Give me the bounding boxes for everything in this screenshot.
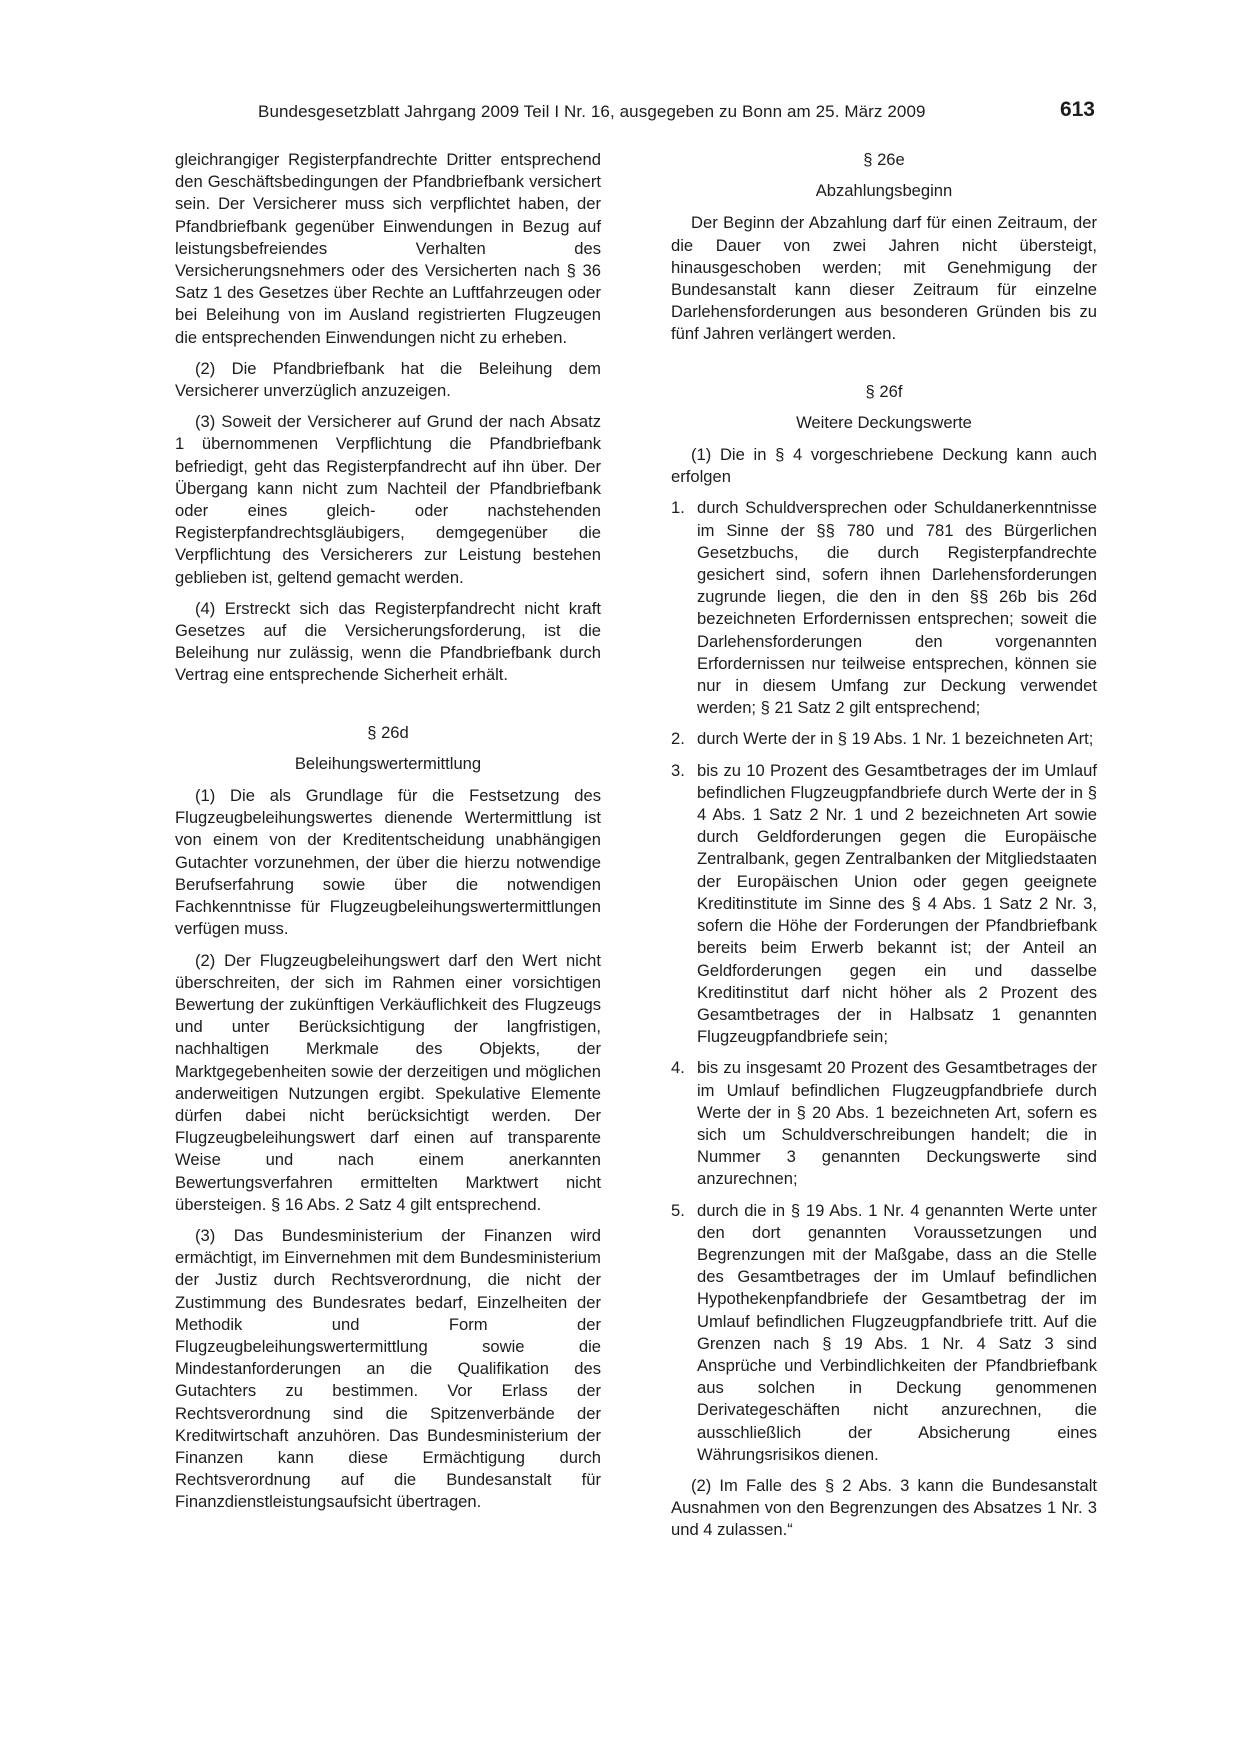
header-title: Bundesgesetzblatt Jahrgang 2009 Teil I Nr. 16, ausgegeben zu Bonn am 25. März 2009 (258, 102, 926, 121)
coverage-list (671, 497, 1097, 1466)
paragraph-26d-1: (1) Die als Grundlage für die Festsetzung des Flugzeugbeleihungswertes dienende Wertermittlung ist von einem von der Kreditentscheidung unabhängigen Gutachter vorzunehmen, der über die hierzu notwendige Berufserfahrung sowie über die notwendigen Fachkenntnisse für Flugzeugbeleihungswertermittlungen verfügen muss. (175, 786, 601, 939)
list-item-text: durch Schuldversprechen oder Schuldanerkenntnisse im Sinne der §§ 780 und 781 des Bürgerlichen Gesetzbuchs, die durch Registerpfandrechte gesichert sind, sofern ihnen Darlehensforderungen zugrunde liegen, die den in den §§ 26b bis 26d bezeichneten Erfordernissen entsprechen; soweit die Darlehensforderungen den vorgenannten Erfordernissen nur teilweise entsprechen, können sie nur in diesem Umfang zur Deckung verwendet werden; § 21 Satz 2 gilt entsprechend; (697, 498, 1097, 718)
list-item-text: bis zu insgesamt 20 Prozent des Gesamtbetrages der im Umlauf befindlichen Flugzeugpfandbriefe durch Werte der in § 20 Abs. 1 bezeichneten Art, sofern es sich um Schuldverschreibungen handelt; die in Nummer 3 genannten Deckungswerte sind anzurechnen; (697, 1058, 1097, 1189)
paragraph-26d-2: (2) Der Flugzeugbeleihungswert darf den Wert nicht überschreiten, der sich im Rahmen einer vorsichtigen Bewertung der zukünftigen Verkäuflichkeit des Flugzeugs und unter Berücksichtigung der langfristigen, nachhaltigen Merkmale des Objekts, der Marktgegebenheiten sowie der derzeitigen und möglichen anderweitigen Nutzungen ergibt. Spekulative Elemente dürfen dabei nicht berücksichtigt werden. Der Flugzeugbeleihungswert darf einen auf transparente Weise und nach einem anerkannten Bewertungsverfahren ermittelten Marktwert nicht übersteigen. § 16 Abs. 2 Satz 4 gilt entsprechend. (175, 950, 601, 1214)
list-item-text: durch Werte der in § 19 Abs. 1 Nr. 1 bezeichneten Art; (697, 729, 1094, 749)
paragraph-26f-1: (1) Die in § 4 vorgeschriebene Deckung kann auch erfolgen (671, 445, 1097, 487)
list-item-marker: 5. (671, 1200, 685, 1220)
section-title-26e: Abzahlungsbeginn (815, 181, 953, 201)
list-item-text: durch die in § 19 Abs. 1 Nr. 4 genannten Werte unter den dort genannten Voraussetzungen und Begrenzungen mit der Maßgabe, dass an die Stelle des Gesamtbetrages der im Umlauf befindlichen Hypothekenpfandbriefe der Gesamtbetrag der im Umlauf befindlichen Flugzeugpfandbriefe tritt. Auf die Grenzen nach § 19 Abs. 1 Nr. 4 Satz 3 sind Ansprüche und Verbindlichkeiten der Pfandbriefbank aus solchen in Deckung genommenen Derivategeschäften nicht anzurechnen, die ausschließlich der Absicherung eines Währungsrisikos dienen. (697, 1200, 1097, 1464)
section-number-26e: § 26e (863, 150, 905, 169)
paragraph-26d-3: (3) Das Bundesministerium der Finanzen wird ermächtigt, im Einvernehmen mit dem Bundesministerium der Justiz durch Rechtsverordnung, die nicht der Zustimmung des Bundesrates bedarf, Einzelheiten der Methodik und Form der Flugzeugbeleihungswertermittlung sowie die Mindestanforderungen an die Qualifikation des Gutachters zu bestimmen. Vor Erlass der Rechtsverordnung sind die Spitzenverbände der Kreditwirtschaft anzuhören. Das Bundesministerium der Finanzen kann diese Ermächtigung durch Rechtsverordnung auf die Bundesanstalt für Finanzdienstleistungsaufsicht übertragen. (175, 1225, 601, 1512)
paragraph-4: (4) Erstreckt sich das Registerpfandrecht nicht kraft Gesetzes auf die Versicherungsforderung, ist die Beleihung nur zulässig, wenn die Pfandbriefbank durch Vertrag eine entsprechende Sicherheit erhält. (175, 598, 601, 685)
paragraph-continuation: gleichrangiger Registerpfandrechte Dritter entsprechend den Geschäftsbedingungen der Pfandbriefbank versichert sein. Der Versicherer muss sich verpflichtet haben, der Pfandbriefbank gegenüber Einwendungen in Bezug auf leistungsbefreiendes Verhalten des Versicherungsnehmers oder des Versicherten nach § 36 Satz 1 des Gesetzes über Rechte an Luftfahrzeugen oder bei Beleihung von im Ausland registrierten Flugzeugen die entsprechenden Einwendungen nicht zu erheben. (175, 150, 601, 347)
section-number-26f: § 26f (865, 381, 903, 401)
list-item (671, 760, 1097, 1049)
right-column (671, 149, 1097, 1551)
paragraph-26e-1: Der Beginn der Abzahlung darf für einen Zeitraum, der die Dauer von zwei Jahren nicht übersteigt, hinausgeschoben werden; mit Genehmigung der Bundesanstalt kann dieser Zeitraum für einzelne Darlehensforderungen aus besonderen Gründen bis zu fünf Jahren verlängert werden. (671, 213, 1097, 344)
list-item (671, 1200, 1097, 1466)
list-item (671, 497, 1097, 719)
section-title-26f: Weitere Deckungswerte (796, 412, 972, 432)
list-item-marker: 3. (671, 760, 685, 780)
section-gap (671, 355, 1097, 381)
list-item-marker: 4. (671, 1058, 685, 1078)
page-header (175, 96, 1095, 126)
paragraph-2: (2) Die Pfandbriefbank hat die Beleihung dem Versicherer unverzüglich anzuzeigen. (175, 358, 601, 401)
section-number-26d: § 26d (367, 722, 409, 742)
list-item (671, 1057, 1097, 1190)
paragraph-3: (3) Soweit der Versicherer auf Grund der nach Absatz 1 übernommenen Verpflichtung die Pfandbriefbank befriedigt, geht das Registerpfandrecht auf ihn über. Der Übergang kann nicht zum Nachteil der Pfandbriefbank oder eines gleich- oder nachstehenden Registerpfandrechtsgläubigers, demgegenüber die Verpflichtung des Versicherers zur Leistung bestehen geblieben ist, geltend gemacht werden. (175, 412, 601, 587)
list-item-marker: 1. (671, 498, 685, 518)
list-item (671, 728, 1097, 750)
paragraph-26f-2: (2) Im Falle des § 2 Abs. 3 kann die Bundesanstalt Ausnahmen von den Begrenzungen des Absatzes 1 Nr. 3 und 4 zulassen.“ (671, 1475, 1097, 1540)
list-item-marker: 2. (671, 729, 685, 749)
section-title-26d: Beleihungswertermittlung (294, 753, 482, 773)
section-gap (175, 696, 601, 722)
left-column (175, 149, 601, 1523)
page-number: 613 (1059, 98, 1095, 121)
list-item-text: bis zu 10 Prozent des Gesamtbetrages der im Umlauf befindlichen Flugzeugpfandbriefe durch Werte der in § 4 Abs. 1 Satz 2 Nr. 1 und 2 bezeichneten Art sowie durch Geldforderungen gegen die Europäische Zentralbank, gegen Zentralbanken der Mitgliedstaaten der Europäischen Union oder gegen geeignete Kreditinstitute im Sinne des § 4 Abs. 1 Satz 2 Nr. 3, sofern die Höhe der Forderungen der Pfandbriefbank bereits beim Erwerb bekannt ist; der Anteil an Geldforderungen gegen ein und dasselbe Kreditinstitut darf nicht höher als 2 Prozent des Gesamtbetrages der in Halbsatz 1 genannten Flugzeugpfandbriefe sein; (697, 760, 1097, 1047)
